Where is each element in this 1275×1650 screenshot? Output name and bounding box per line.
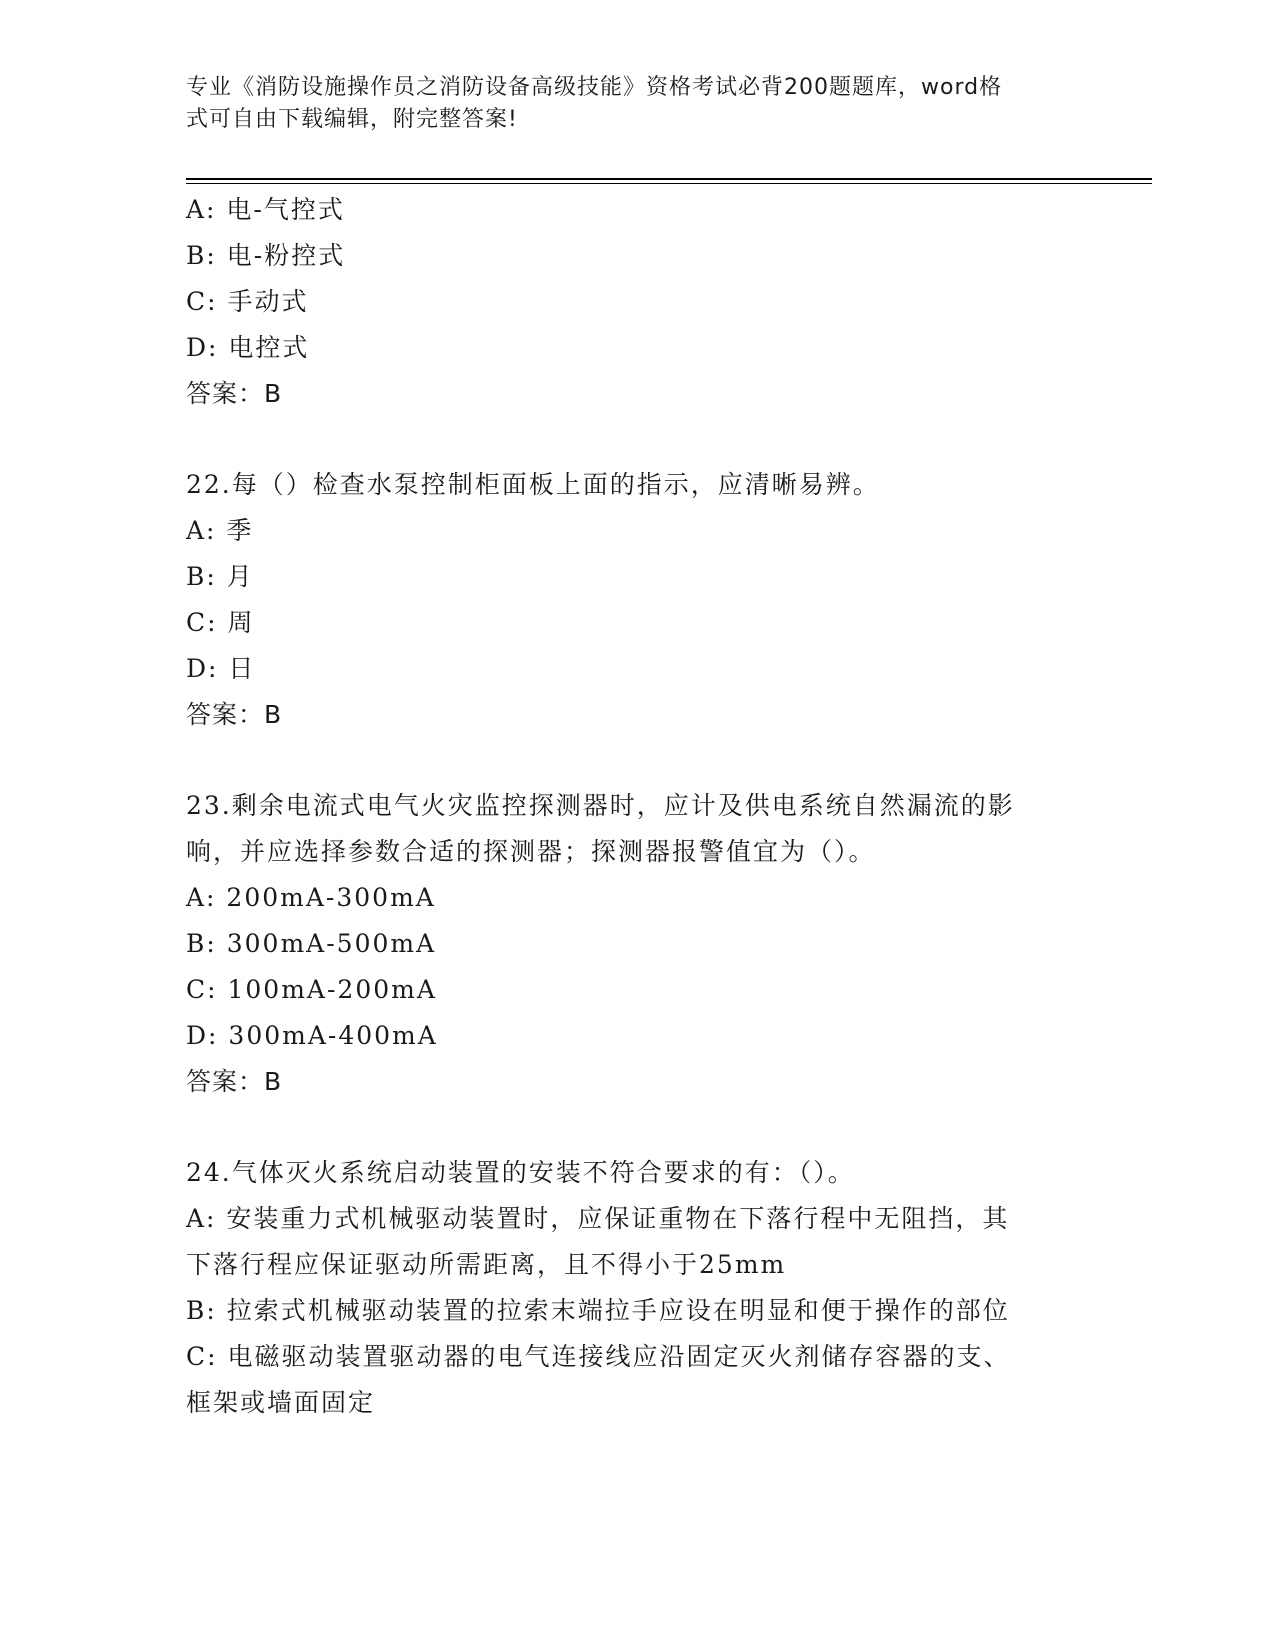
- q23-stem-line-2: 响，并应选择参数合适的探测器；探测器报警值宜为（）。: [186, 837, 876, 866]
- header-line-2: 式可自由下载编辑，附完整答案!: [186, 107, 518, 132]
- q21-option-a: A: 电-气控式: [186, 195, 345, 224]
- spacer: [186, 738, 1086, 783]
- header-divider-thin: [186, 183, 1152, 184]
- q24-stem: 24.气体灭火系统启动装置的安装不符合要求的有：（）。: [186, 1158, 855, 1187]
- header-line-1: 专业《消防设施操作员之消防设备高级技能》资格考试必背200题题库，word格: [186, 75, 1003, 100]
- q23-option-a: A: 200mA-300mA: [186, 883, 436, 912]
- q23-option-c: C: 100mA-200mA: [186, 975, 437, 1004]
- spacer: [186, 1105, 1086, 1150]
- q22-option-b: B: 月: [186, 562, 254, 591]
- question-24-block: [186, 1150, 1086, 1426]
- document-header: [186, 72, 1066, 136]
- q24-option-c-line-2: 框架或墙面固定: [186, 1388, 376, 1417]
- q22-stem: 22.每（）检查水泵控制柜面板上面的指示，应清晰易辨。: [186, 470, 880, 499]
- q22-option-d: D: 日: [186, 654, 256, 683]
- q22-option-c: C: 周: [186, 608, 255, 637]
- q22-answer: 答案：B: [186, 700, 283, 729]
- q23-stem-line-1: 23.剩余电流式电气火灾监控探测器时，应计及供电系统自然漏流的影: [186, 791, 1015, 820]
- q21-option-b: B: 电-粉控式: [186, 241, 346, 270]
- q24-option-a-line-2: 下落行程应保证驱动所需距离，且不得小于25mm: [186, 1250, 787, 1279]
- spacer: [186, 417, 1086, 462]
- q23-option-b: B: 300mA-500mA: [186, 929, 437, 958]
- q24-option-c-line-1: C: 电磁驱动装置驱动器的电气连接线应沿固定灭火剂储存容器的支、: [186, 1342, 1011, 1371]
- q23-option-d: D: 300mA-400mA: [186, 1021, 438, 1050]
- q23-answer: 答案：B: [186, 1067, 283, 1096]
- q21-option-d: D: 电控式: [186, 333, 310, 362]
- question-21-block: [186, 187, 1086, 417]
- question-23-block: [186, 783, 1086, 1105]
- header-divider-thick: [186, 178, 1152, 180]
- q24-option-b: B: 拉索式机械驱动装置的拉索末端拉手应设在明显和便于操作的部位: [186, 1296, 1010, 1325]
- q22-option-a: A: 季: [186, 516, 254, 545]
- q24-option-a-line-1: A: 安装重力式机械驱动装置时，应保证重物在下落行程中无阻挡，其: [186, 1204, 1010, 1233]
- question-list: [186, 187, 1086, 1426]
- question-22-block: [186, 462, 1086, 738]
- q21-answer: 答案：B: [186, 379, 283, 408]
- q21-option-c: C: 手动式: [186, 287, 309, 316]
